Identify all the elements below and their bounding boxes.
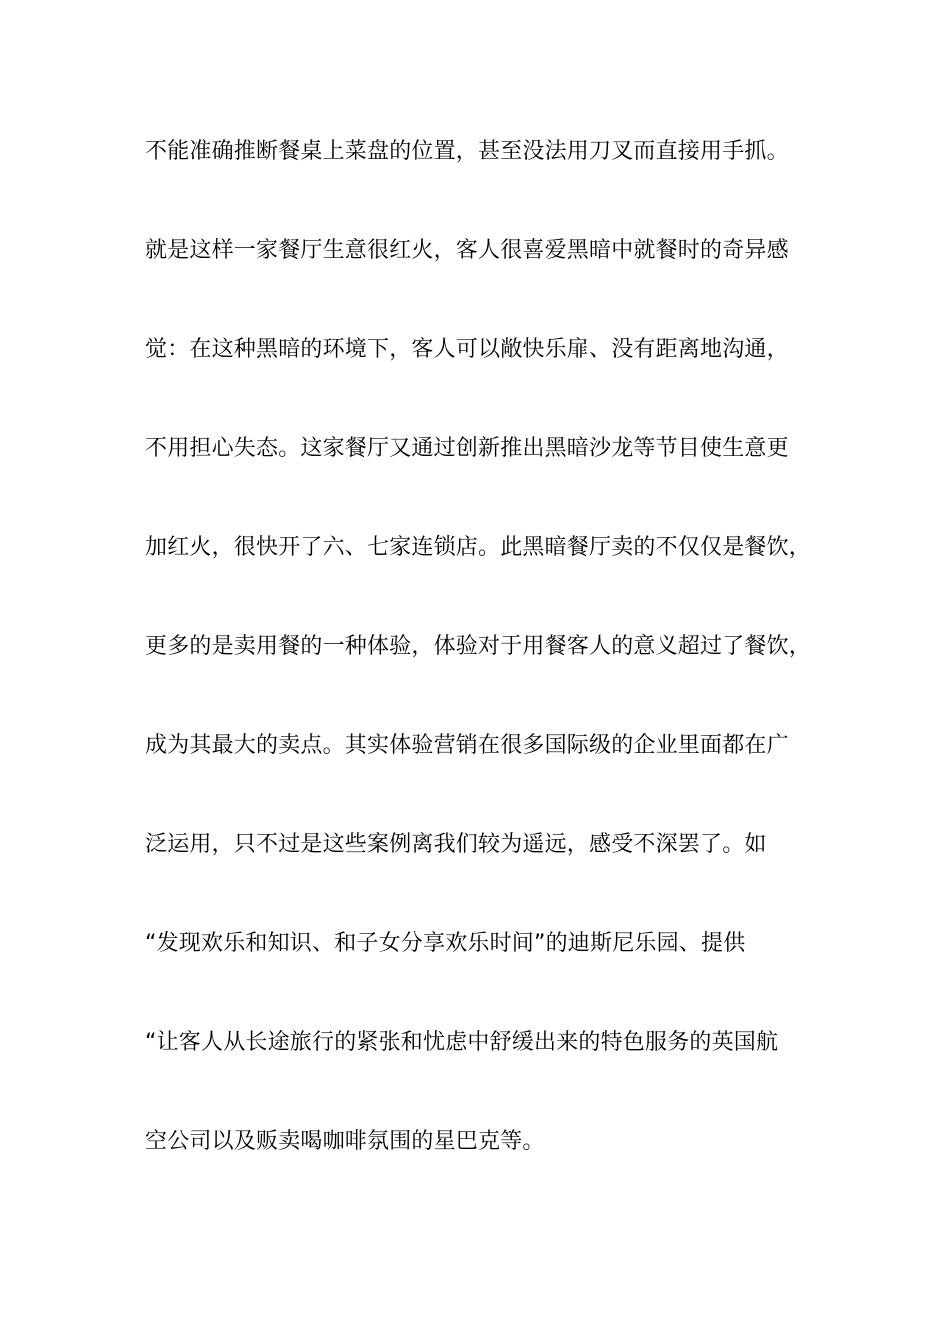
body-text	[145, 130, 835, 1219]
text-line-10: “让客人从长途旅行的紧张和忧虑中舒缓出来的特色服务的英国航	[145, 1030, 779, 1055]
text-line-7: 成为其最大的卖点。其实体验营销在很多国际级的企业里面都在广	[145, 733, 789, 758]
text-line-5: 加红火，很快开了六、七家连锁店。此黑暗餐厅卖的不仅仅是餐饮，	[145, 535, 812, 560]
text-line-6: 更多的是卖用餐的一种体验，体验对于用餐客人的意义超过了餐饮，	[145, 634, 812, 659]
text-line-2: 就是这样一家餐厅生意很红火，客人很喜爱黑暗中就餐时的奇异感	[145, 238, 789, 263]
text-line-3: 觉：在这种黑暗的环境下，客人可以敞快乐扉、没有距离地沟通，	[145, 337, 789, 362]
text-line-11: 空公司以及贩卖喝咖啡氛围的星巴克等。	[145, 1129, 545, 1154]
text-line-9: “发现欢乐和知识、和子女分享欢乐时间”的迪斯尼乐园、提供	[145, 931, 746, 956]
text-line-1: 不能准确推断餐桌上菜盘的位置，甚至没法用刀叉而直接用手抓。	[145, 139, 789, 164]
text-line-8: 泛运用，只不过是这些案例离我们较为遥远，感受不深罢了。如	[145, 832, 767, 857]
text-line-4: 不用担心失态。这家餐厅又通过创新推出黑暗沙龙等节目使生意更	[145, 436, 789, 461]
